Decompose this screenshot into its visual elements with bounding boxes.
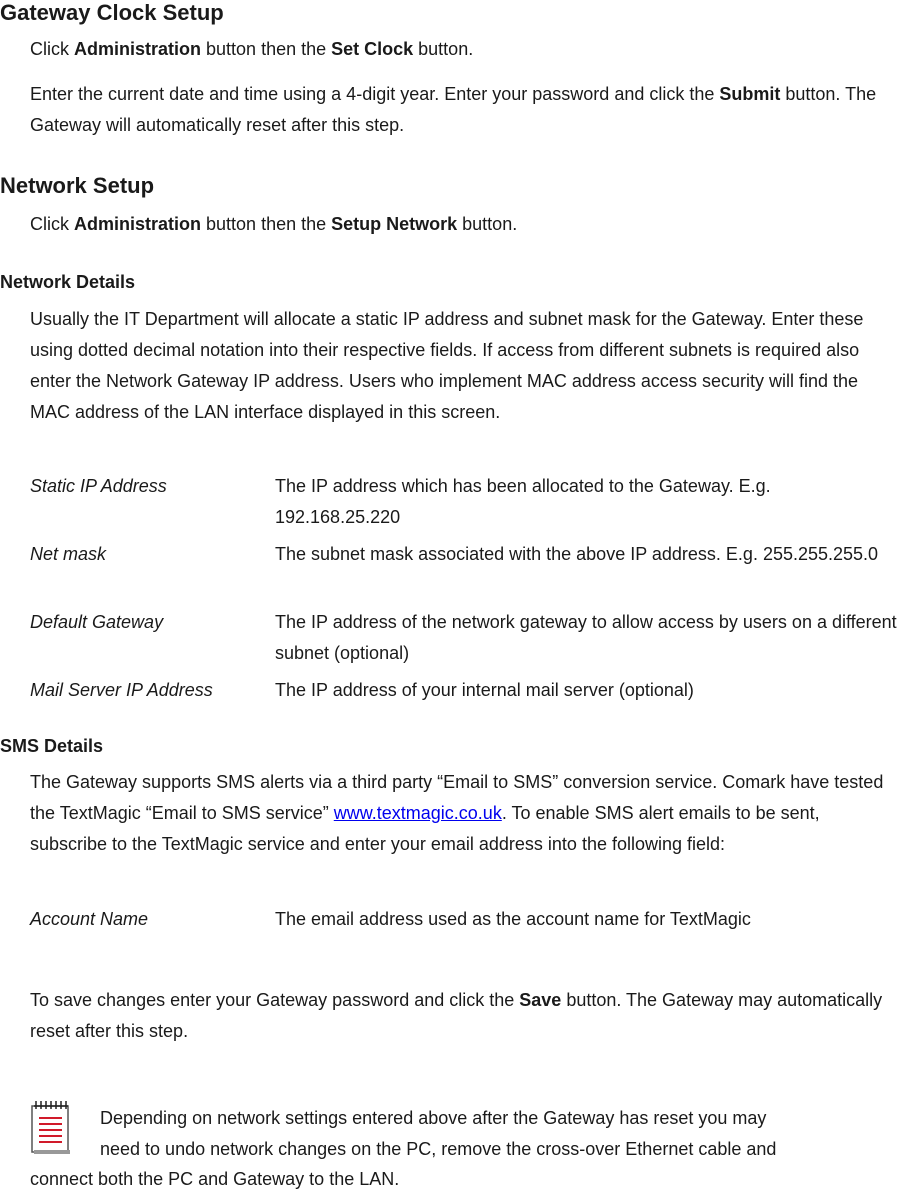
gateway-clock-instruction: Click Administration button then the Set Clock button. xyxy=(30,39,474,59)
note-line-1: Depending on network settings entered above after the Gateway has reset you may xyxy=(100,1108,767,1128)
definition-term: Account Name xyxy=(30,909,149,929)
network-details-heading: Network Details xyxy=(0,272,136,292)
gateway-clock-description: Enter the current date and time using a 4-digit year. Enter your password and click the Submit button. The Gateway will automatically reset after this step. xyxy=(30,84,877,135)
network-details-intro: Usually the IT Department will allocate a static IP address and subnet mask for the Gateway. Enter these using dotted decimal notation into their respective fields. If access from different subnets is required also enter the Network Gateway IP address. Users who implement MAC address access security will find the MAC address of the LAN interface displayed in this screen. xyxy=(30,309,864,422)
save-instructions: To save changes enter your Gateway password and click the Save button. The Gateway may automatically reset after this step. xyxy=(30,990,883,1041)
notepad-icon xyxy=(30,1100,70,1155)
gateway-clock-heading: Gateway Clock Setup xyxy=(0,0,224,25)
note-line-2: need to undo network changes on the PC, remove the cross-over Ethernet cable and xyxy=(100,1139,777,1159)
definition-term: Net mask xyxy=(30,544,107,564)
definition-term: Static IP Address xyxy=(30,476,167,496)
network-setup-instruction: Click Administration button then the Setup Network button. xyxy=(30,214,518,234)
definition-desc: The subnet mask associated with the above IP address. E.g. 255.255.255.0 xyxy=(275,544,879,564)
note-line-3: connect both the PC and Gateway to the LAN. xyxy=(30,1169,400,1189)
textmagic-link[interactable]: www.textmagic.co.uk xyxy=(333,803,502,823)
sms-details-intro: The Gateway supports SMS alerts via a third party “Email to SMS” conversion service. Comark have tested the TextMagic “Email to SMS service” www.textmagic.co.uk. To enable SMS alert emails to be sent, subscribe to the TextMagic service and enter your email address into the following field: xyxy=(30,772,884,854)
network-setup-heading: Network Setup xyxy=(0,173,155,198)
definition-desc: The IP address of your internal mail server (optional) xyxy=(275,680,694,700)
sms-details-heading: SMS Details xyxy=(0,736,104,756)
definition-desc: The IP address of the network gateway to allow access by users on a different subnet (optional) xyxy=(275,612,897,663)
definition-desc: The IP address which has been allocated to the Gateway. E.g. 192.168.25.220 xyxy=(275,476,771,527)
definition-desc: The email address used as the account name for TextMagic xyxy=(275,909,751,929)
definition-term: Mail Server IP Address xyxy=(30,680,213,700)
definition-term: Default Gateway xyxy=(30,612,164,632)
